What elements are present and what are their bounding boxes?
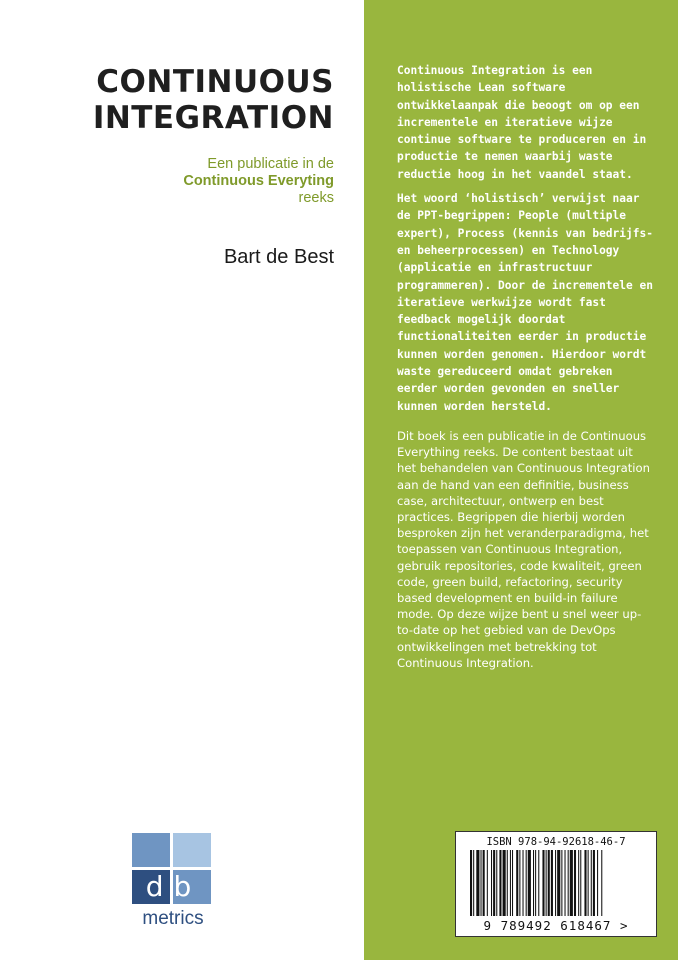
logo-db-text: db <box>145 870 202 903</box>
barcode-bar <box>555 850 556 916</box>
barcode-digits: 9 789492 618467 > <box>483 918 629 933</box>
barcode-bar <box>580 850 581 916</box>
barcode-bar <box>476 850 479 916</box>
barcode-bar <box>570 850 573 916</box>
barcode-bar <box>574 850 576 916</box>
barcode-bar <box>584 850 586 916</box>
barcode-bar <box>491 850 492 916</box>
barcode-bar <box>487 850 488 916</box>
barcode-bar <box>526 850 527 916</box>
blurb-paragraph-1: Continuous Integration is een holistische Lean software ontwikkelaanpak die beoogt om op een incrementele en iteratieve wijze continue software te produceren en in productie te nemen waarbij waste reductie hoog in het vaandel staat. <box>397 64 647 181</box>
barcode-bar <box>591 850 592 916</box>
barcode-bar <box>507 850 508 916</box>
logo-square-top-left <box>132 833 170 867</box>
barcode-bar <box>533 850 534 916</box>
barcode-bar <box>557 850 560 916</box>
series-name: Continuous Everyting <box>183 173 334 189</box>
barcode-bar <box>578 850 579 916</box>
blurb-bold <box>397 62 653 422</box>
barcode-bar <box>561 850 562 916</box>
barcode-bar <box>593 850 595 916</box>
series-subtitle <box>34 156 334 207</box>
author-name: Bart de Best <box>223 246 334 268</box>
barcode-bar <box>519 850 520 916</box>
barcode-bar <box>551 850 553 916</box>
barcode-bar <box>512 850 513 916</box>
blurb-paragraph-3: Dit boek is een publicatie in de Continuous Everything reeks. De content bestaat uit het behandelen van Continuous Integration aan de hand van een definitie, business case, architectuur, ontwerp en best practices. Begrippen die hierbij worden besproken zijn het veranderparadigma, het toepassen van Continuous Integration, gebruik repositories, code kwaliteit, green code, green build, refactoring, security based development en build-in failure mode. Op deze wijze bent u snel weer up-to-date op het gebied van de DevOps ontwikkelingen met betrekking tot Continuous Integration. <box>397 429 650 670</box>
barcode-bar <box>481 850 482 916</box>
book-title-line1: CONTINUOUS <box>96 64 334 100</box>
isbn-label: ISBN 978-94-92618-46-7 <box>486 836 626 848</box>
barcode-bar <box>528 850 531 916</box>
barcode <box>455 831 657 937</box>
barcode-bar <box>568 850 569 916</box>
barcode-bar <box>516 850 518 916</box>
barcode-bar <box>496 850 497 916</box>
book-title <box>34 64 334 136</box>
barcode-bar <box>548 850 550 916</box>
barcode-bar <box>597 850 598 916</box>
barcode-bar <box>523 850 524 916</box>
barcode-bar <box>601 850 602 916</box>
publisher-logo <box>132 833 214 935</box>
barcode-bar <box>538 850 539 916</box>
logo-square-top-right <box>173 833 211 867</box>
barcode-bar <box>473 850 474 916</box>
barcode-bar <box>535 850 536 916</box>
blurb-paragraph-2: Het woord ‘holistisch’ verwijst naar de PPT-begrippen: People (multiple expert), Process (kennis van bedrijfs- en beheerprocessen) en Technology (applicatie en infrastructuur programmeren). Door de incrementele en iteratieve werkwijze wordt fast feedback mogelijk doordat functionaliteiten eerder in productie kunnen worden genomen. Hierdoor wordt waste gereduceerd omdat gebreken eerder worden gevonden en sneller kunnen worden hersteld. <box>397 192 653 413</box>
logo-metrics-text: metrics <box>142 908 204 929</box>
subtitle-line1: Een publicatie in de <box>207 156 334 172</box>
subtitle-line3: reeks <box>298 190 334 206</box>
barcode-bar <box>546 850 547 916</box>
barcode-bar <box>510 850 511 916</box>
barcode-bar <box>470 850 472 916</box>
barcode-bar <box>499 850 501 916</box>
barcode-bar <box>503 850 506 916</box>
barcode-bars <box>466 850 646 916</box>
book-title-line2: INTEGRATION <box>92 100 334 136</box>
barcode-bar <box>483 850 485 916</box>
barcode-bar <box>493 850 495 916</box>
barcode-bar <box>542 850 544 916</box>
barcode-bar <box>588 850 589 916</box>
barcode-bar <box>565 850 566 916</box>
